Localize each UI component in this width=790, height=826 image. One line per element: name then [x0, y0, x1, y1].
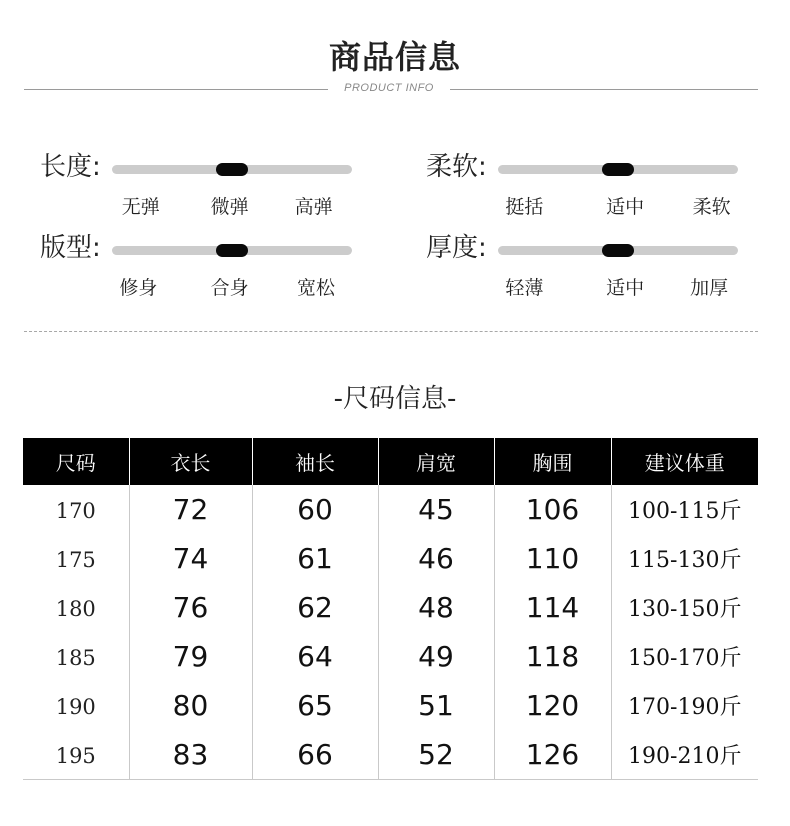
attribute-scale-track — [112, 246, 352, 255]
attribute-label: 版型: — [40, 233, 101, 263]
size-table — [23, 438, 758, 780]
cell-shoulder: 51 — [378, 681, 494, 730]
attribute-option: 适中 — [606, 196, 645, 218]
attribute-softness — [426, 152, 766, 222]
cell-weight: 190-210斤 — [611, 730, 758, 780]
attribute-option: 无弹 — [121, 196, 160, 218]
attribute-option: 挺括 — [505, 196, 544, 218]
size-table-header — [23, 438, 758, 485]
cell-chest: 106 — [494, 485, 611, 534]
cell-chest: 118 — [494, 632, 611, 681]
cell-chest: 126 — [494, 730, 611, 780]
attribute-option: 适中 — [606, 277, 645, 299]
cell-length: 74 — [129, 534, 252, 583]
table-row — [23, 534, 758, 583]
column-header-length: 衣长 — [129, 438, 252, 485]
column-header-sleeve: 袖长 — [252, 438, 378, 485]
cell-sleeve: 65 — [252, 681, 378, 730]
cell-sleeve: 60 — [252, 485, 378, 534]
title-rule-right — [450, 89, 758, 90]
section-divider — [24, 331, 758, 332]
cell-weight: 115-130斤 — [611, 534, 758, 583]
cell-sleeve: 61 — [252, 534, 378, 583]
attribute-option: 轻薄 — [505, 277, 544, 299]
attribute-label: 厚度: — [426, 233, 487, 263]
attribute-option: 合身 — [210, 277, 249, 299]
attribute-fit — [40, 233, 380, 303]
attribute-label: 柔软: — [426, 152, 487, 182]
page-title: 商品信息 — [328, 38, 461, 76]
attribute-scale-marker — [216, 163, 248, 176]
cell-sleeve: 64 — [252, 632, 378, 681]
attribute-option: 加厚 — [690, 277, 729, 299]
table-row — [23, 730, 758, 780]
cell-weight: 150-170斤 — [611, 632, 758, 681]
cell-shoulder: 48 — [378, 583, 494, 632]
cell-shoulder: 45 — [378, 485, 494, 534]
cell-length: 72 — [129, 485, 252, 534]
cell-length: 80 — [129, 681, 252, 730]
attribute-length — [40, 152, 380, 222]
cell-shoulder: 49 — [378, 632, 494, 681]
cell-size: 185 — [55, 646, 96, 670]
attribute-scale-marker — [602, 244, 634, 257]
attribute-option: 修身 — [119, 277, 158, 299]
cell-size: 190 — [55, 695, 96, 719]
size-section-title: -尺码信息- — [333, 384, 457, 414]
cell-weight: 100-115斤 — [611, 485, 758, 534]
column-header-weight: 建议体重 — [611, 438, 758, 485]
title-rule-left — [24, 89, 328, 90]
attribute-option: 微弹 — [210, 196, 249, 218]
attribute-scale-marker — [216, 244, 248, 257]
cell-sleeve: 66 — [252, 730, 378, 780]
attribute-scale-marker — [602, 163, 634, 176]
attribute-thickness — [426, 233, 766, 303]
table-row — [23, 632, 758, 681]
cell-sleeve: 62 — [252, 583, 378, 632]
cell-weight: 170-190斤 — [611, 681, 758, 730]
table-row — [23, 681, 758, 730]
column-header-shoulder: 肩宽 — [378, 438, 494, 485]
cell-chest: 120 — [494, 681, 611, 730]
attribute-option: 高弹 — [294, 196, 333, 218]
cell-weight: 130-150斤 — [611, 583, 758, 632]
attribute-label: 长度: — [40, 152, 101, 182]
attribute-scale-track — [498, 246, 738, 255]
column-header-size: 尺码 — [23, 438, 129, 485]
cell-length: 79 — [129, 632, 252, 681]
cell-length: 83 — [129, 730, 252, 780]
attribute-scale-track — [112, 165, 352, 174]
table-row — [23, 583, 758, 632]
cell-shoulder: 52 — [378, 730, 494, 780]
attribute-option: 柔软 — [692, 196, 731, 218]
attribute-scale-track — [498, 165, 738, 174]
column-header-chest: 胸围 — [494, 438, 611, 485]
cell-size: 175 — [55, 548, 96, 572]
cell-size: 170 — [55, 499, 96, 523]
cell-shoulder: 46 — [378, 534, 494, 583]
cell-chest: 110 — [494, 534, 611, 583]
page-subtitle: PRODUCT INFO — [344, 82, 434, 94]
attribute-option: 宽松 — [296, 277, 336, 299]
cell-length: 76 — [129, 583, 252, 632]
cell-size: 195 — [23, 730, 129, 780]
cell-chest: 114 — [494, 583, 611, 632]
table-row — [23, 485, 758, 534]
cell-size: 180 — [55, 597, 96, 621]
